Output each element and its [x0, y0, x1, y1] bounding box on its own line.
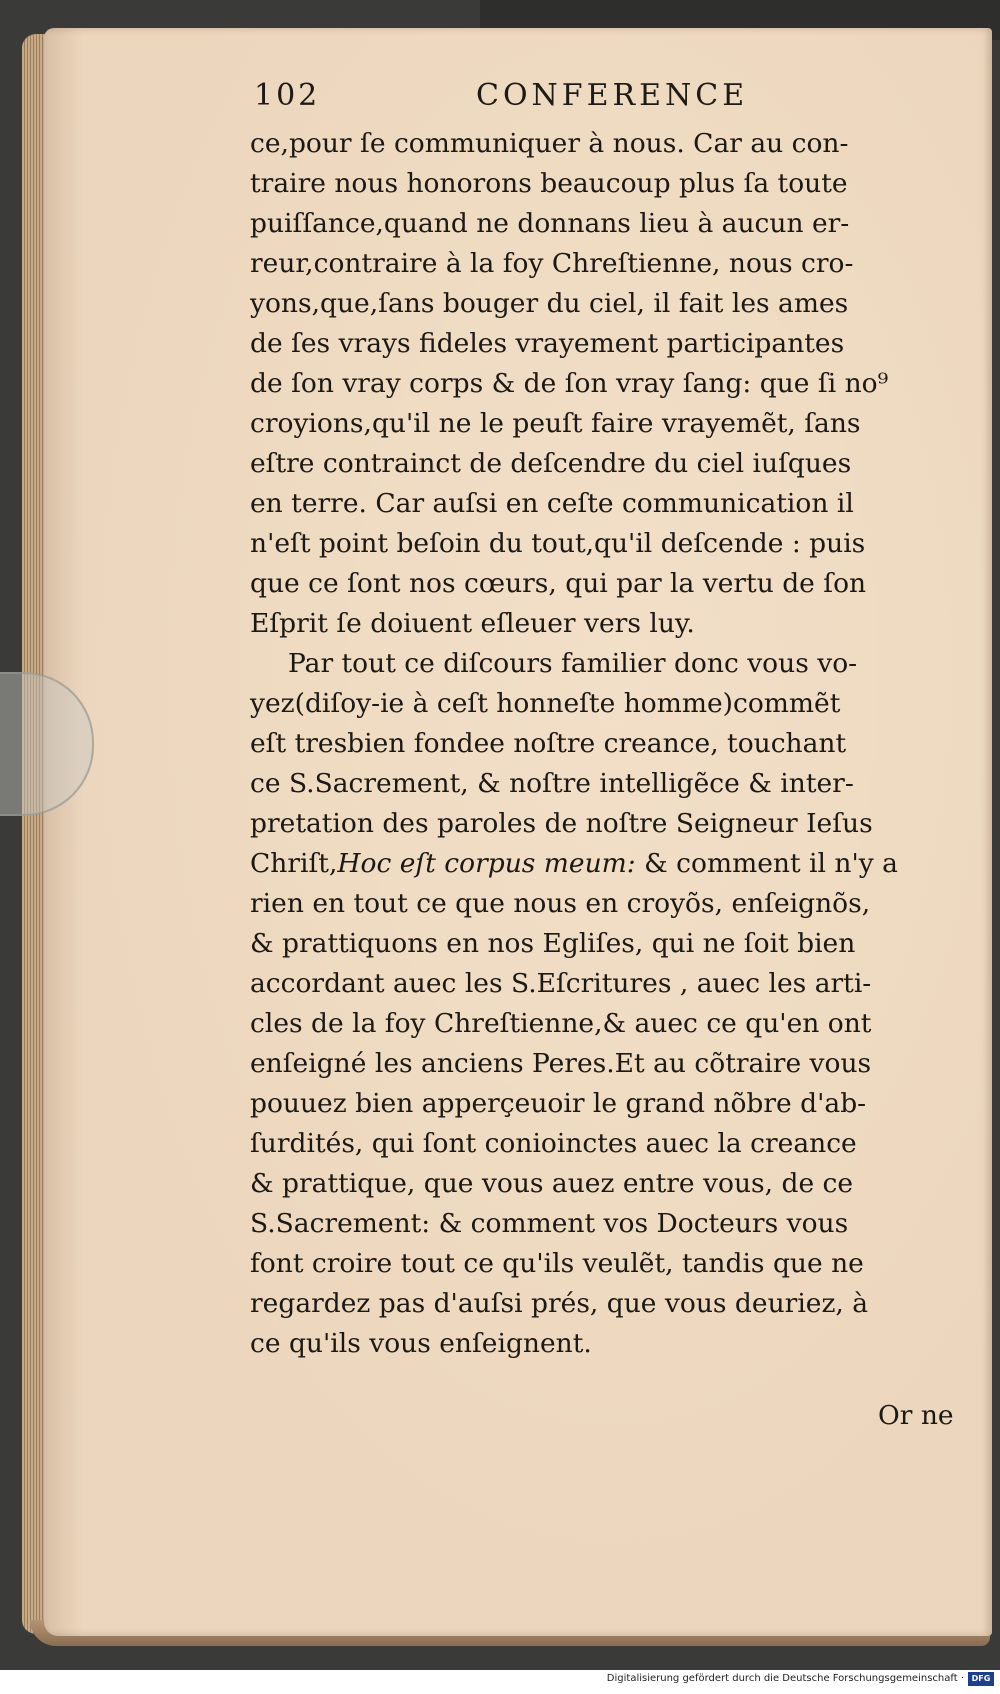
latin-phrase: Hoc eſt corpus meum:: [337, 848, 636, 879]
text-line: traire nous honorons beaucoup plus ſa toute: [250, 168, 848, 199]
text-line: pretation des paroles de noſtre Seigneur Ieſus: [250, 808, 873, 839]
text-line: ce,pour ſe communiquer à nous. Car au con-: [250, 128, 849, 159]
body-text: [250, 124, 968, 1364]
text-line: enſeigné les anciens Peres.Et au cõtraire vous: [250, 1048, 872, 1079]
catchword: Or ne: [878, 1400, 954, 1431]
funding-credit: Digitalisierung gefördert durch die Deutsche Forschungsgemeinschaft ·: [606, 1673, 964, 1684]
text-segment: & comment il n'y a: [635, 848, 898, 879]
text-line: croyions,qu'il ne le peuſt faire vrayemẽt, ſans: [250, 408, 861, 439]
text-line: font croire tout ce qu'ils veulẽt, tandis que ne: [250, 1248, 864, 1279]
text-line: en terre. Car auſsi en ceſte communication il: [250, 488, 854, 519]
text-line: & prattique, que vous auez entre vous, de ce: [250, 1168, 854, 1199]
text-line: Eſprit ſe doiuent eſleuer vers luy.: [250, 608, 695, 639]
text-line: reur,contraire à la foy Chreſtienne, nous cro-: [250, 248, 854, 279]
text-line-with-latin: [250, 844, 968, 884]
text-line: puiſſance,quand ne donnans lieu à aucun er-: [250, 208, 850, 239]
text-line: pouuez bien apperçeuoir le grand nõbre d'ab-: [250, 1088, 867, 1119]
text-segment: Chriſt,: [250, 848, 338, 879]
text-line: eſtre contrainct de deſcendre du ciel iuſques: [250, 448, 852, 479]
page-number: 102: [254, 78, 321, 113]
text-line: rien en tout ce que nous en croyõs, enſeignõs,: [250, 888, 871, 919]
text-line: cles de la foy Chreſtienne,& auec ce qu'en ont: [250, 1008, 872, 1039]
text-line: accordant auec les S.Eſcritures , auec les arti-: [250, 968, 872, 999]
text-line: que ce ſont nos cœurs, qui par la vertu de ſon: [250, 568, 867, 599]
running-head: [254, 78, 774, 118]
text-line: eſt tresbien fondee noſtre creance, touchant: [250, 728, 847, 759]
text-line: S.Sacrement: & comment vos Docteurs vous: [250, 1208, 849, 1239]
text-line-paragraph-start: Par tout ce diſcours familier donc vous vo-: [288, 648, 858, 679]
text-line: de ſes vrays fideles vrayement participantes: [250, 328, 845, 359]
text-line: ce S.Sacrement, & noſtre intelligẽce & inter-: [250, 768, 854, 799]
text-line: & prattiquons en nos Egliſes, qui ne ſoit bien: [250, 928, 856, 959]
text-line: regardez pas d'auſsi prés, que vous deuriez, à: [250, 1288, 869, 1319]
running-title: CONFERENCE: [476, 78, 749, 113]
text-line: ſurdités, qui ſont conioinctes auec la creance: [250, 1128, 857, 1159]
dfg-logo-icon: DFG: [968, 1672, 994, 1686]
text-line: yons,que,ſans bouger du ciel, il fait les ames: [250, 288, 849, 319]
text-line: yez(diſoy-ie à ceſt honneſte homme)commẽt: [250, 688, 841, 719]
text-line: ce qu'ils vous enſeignent.: [250, 1328, 592, 1359]
text-line: de ſon vray corps & de ſon vray ſang: que ſi no⁹: [250, 368, 889, 399]
text-line: n'eſt point beſoin du tout,qu'il deſcende : puis: [250, 528, 866, 559]
